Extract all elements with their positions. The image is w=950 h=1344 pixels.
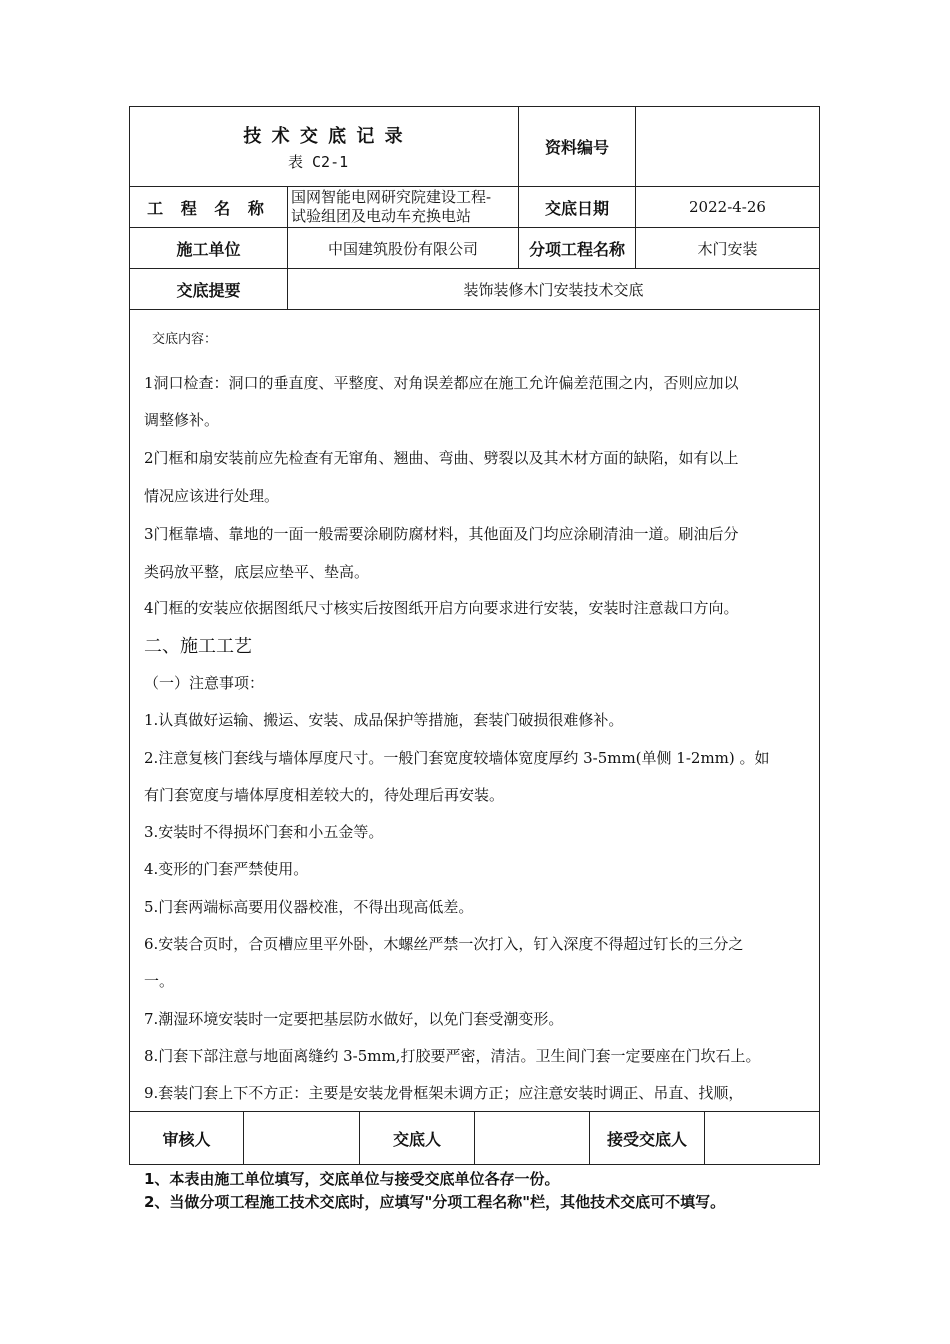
content-line: 4门框的安装应依据图纸尺寸核实后按图纸开启方向要求进行安装，安装时注意裁口方向。 — [144, 599, 739, 617]
form-number: 表 C2-1 — [288, 152, 349, 171]
project-name-line: 国网智能电网研究院建设工程- — [291, 188, 492, 206]
construction-unit-label: 施工单位 — [176, 239, 241, 259]
content-line: 7.潮湿环境安装时一定要把基层防水做好，以免门套受潮变形。 — [144, 1010, 564, 1028]
doc-number-value[interactable] — [636, 107, 819, 186]
summary-value[interactable]: 装饰装修木门安装技术交底 — [463, 280, 644, 299]
table-border-bottom — [129, 1164, 820, 1165]
section-heading: 二、施工工艺 — [144, 636, 252, 657]
content-line: （一）注意事项： — [144, 674, 265, 692]
discloser-signature-field[interactable] — [475, 1112, 589, 1164]
form-title: 技 术 交 底 记 录 — [243, 126, 405, 147]
content-line: 8.门套下部注意与地面离缝约 3-5mm,打胶要严密，清洁。卫生间门套一定要座在门坎石上。 — [144, 1047, 761, 1065]
table-border-right — [819, 106, 820, 1165]
content-line: 类码放平整，底层应垫平、垫高。 — [144, 563, 370, 581]
content-line: 1洞口检查：洞口的垂直度、平整度、对角误差都应在施工允许偏差范围之内，否则应加以 — [144, 374, 739, 392]
content-line: 2门框和扇安装前应先检查有无窜角、翘曲、弯曲、劈裂以及其木材方面的缺陷，如有以上 — [144, 449, 739, 467]
content-line: 一。 — [144, 972, 175, 990]
subitem-label: 分项工程名称 — [528, 239, 625, 259]
footnote: 1、本表由施工单位填写，交底单位与接受交底单位各存一份。 — [144, 1170, 560, 1188]
reviewer-signature-field[interactable] — [244, 1112, 359, 1164]
summary-label: 交底提要 — [176, 280, 241, 300]
content-line: 5.门套两端标高要用仪器校准，不得出现高低差。 — [144, 898, 474, 916]
content-line: 情况应该进行处理。 — [144, 487, 280, 505]
date-label: 交底日期 — [544, 198, 609, 218]
doc-number-label: 资料编号 — [544, 138, 609, 157]
row-divider — [129, 309, 820, 310]
content-line: 3.安装时不得损坏门套和小五金等。 — [144, 823, 384, 841]
content-line: 2.注意复核门套线与墙体厚度尺寸。一般门套宽度较墙体宽度厚约 3-5mm(单侧 1-2mm) 。如 — [144, 749, 770, 767]
discloser-label: 交底人 — [360, 1112, 474, 1164]
project-name-line: 试验组团及电动车充换电站 — [291, 207, 472, 225]
content-line: 4.变形的门套严禁使用。 — [144, 860, 309, 878]
receiver-signature-field[interactable] — [705, 1112, 819, 1164]
construction-unit-value[interactable]: 中国建筑股份有限公司 — [327, 239, 478, 258]
content-label: 交底内容： — [152, 332, 218, 347]
content-line: 调整修补。 — [144, 411, 220, 429]
content-line: 有门套宽度与墙体厚度相差较大的，待处理后再安装。 — [144, 786, 505, 804]
reviewer-label: 审核人 — [130, 1112, 243, 1164]
date-value[interactable]: 2022-4-26 — [689, 198, 766, 216]
receiver-label: 接受交底人 — [590, 1112, 704, 1164]
content-line: 1.认真做好运输、搬运、安装、成品保护等措施，套装门破损很难修补。 — [144, 711, 624, 729]
project-name-value[interactable] — [291, 188, 519, 226]
subitem-value[interactable]: 木门安装 — [697, 239, 758, 258]
content-line: 9.套装门套上下不方正：主要是安装龙骨框架未调方正；应注意安装时调正、吊直、找顺， — [144, 1084, 744, 1102]
content-line: 3门框靠墙、靠地的一面一般需要涂刷防腐材料，其他面及门均应涂刷清油一道。刷油后分 — [144, 525, 739, 543]
project-name-label: 工 程 名 称 — [147, 198, 270, 218]
footnote: 2、当做分项工程施工技术交底时，应填写"分项工程名称"栏，其他技术交底可不填写。 — [144, 1193, 726, 1211]
content-line: 6.安装合页时，合页槽应里平外卧，木螺丝严禁一次打入，钉入深度不得超过钉长的三分之 — [144, 935, 744, 953]
